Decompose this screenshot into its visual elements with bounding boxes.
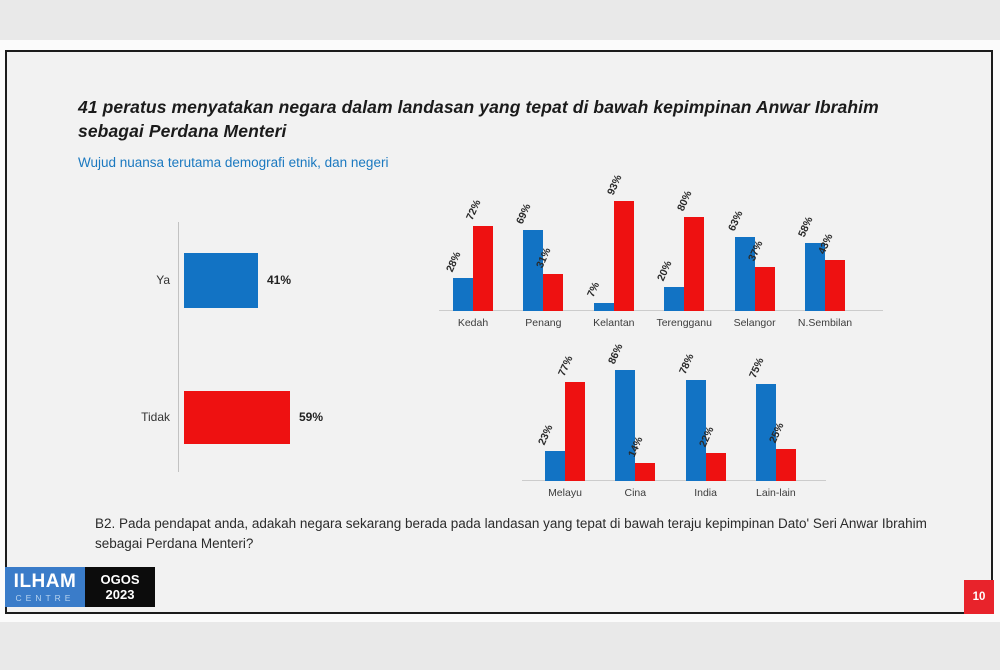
bar-value-label: 22% bbox=[696, 424, 717, 449]
bar-tidak-n-sembilan bbox=[825, 260, 845, 311]
bar-value-label: 77% bbox=[556, 353, 576, 378]
page-number-badge: 10 bbox=[964, 580, 994, 614]
bar-value-label: 25% bbox=[766, 420, 787, 445]
logo-month: OGOS bbox=[100, 572, 140, 587]
bar-value-label: 78% bbox=[676, 351, 697, 376]
logo-primary-text: ILHAM bbox=[13, 571, 77, 592]
bar-value-label: 23% bbox=[536, 422, 556, 447]
bar-tidak-kelantan bbox=[614, 201, 634, 311]
bar-value-label: 31% bbox=[534, 245, 554, 270]
bar-value-label: 14% bbox=[626, 434, 646, 459]
category-label: Kelantan bbox=[593, 317, 635, 329]
logo-blue-block bbox=[5, 567, 85, 607]
bar-tidak-melayu bbox=[565, 382, 585, 481]
bar-value-label: 37% bbox=[745, 238, 766, 263]
logo-date-block bbox=[85, 567, 155, 607]
category-label: Ya bbox=[156, 272, 170, 287]
y-axis-line bbox=[178, 222, 179, 472]
category-label: Cina bbox=[624, 487, 647, 499]
bar-value-label: 93% bbox=[604, 172, 625, 197]
bar-tidak-terengganu bbox=[684, 217, 704, 311]
bar-ya-kedah bbox=[453, 278, 473, 311]
bar-ya-terengganu bbox=[664, 287, 684, 311]
bar-ya-melayu bbox=[545, 451, 565, 481]
presentation-slide bbox=[5, 50, 993, 614]
survey-question-footnote: B2. Pada pendapat anda, adakah negara sekarang berada pada landasan yang tepat di bawah teraju kepimpinan Dato' Seri Anwar Ibrahim sebagai Perdana Menteri? bbox=[95, 516, 927, 551]
bar-tidak-selangor bbox=[755, 267, 775, 311]
slide-subtitle: Wujud nuansa terutama demografi etnik, dan negeri bbox=[78, 155, 389, 170]
bar-value-label: 58% bbox=[796, 214, 816, 239]
bar-tidak bbox=[184, 391, 290, 444]
bar-value-label: 69% bbox=[514, 201, 534, 226]
bar-value-label: 7% bbox=[584, 280, 602, 299]
bar-tidak-india bbox=[706, 453, 726, 481]
bar-value-label: 28% bbox=[444, 249, 464, 274]
category-label: Kedah bbox=[457, 317, 489, 329]
bar-value-label: 43% bbox=[816, 231, 836, 256]
category-label: N.Sembilan bbox=[797, 317, 853, 329]
bar-tidak-penang bbox=[543, 274, 563, 311]
bar-value-label: 63% bbox=[725, 208, 746, 233]
bar-value-label: 59% bbox=[299, 409, 324, 424]
category-label: India bbox=[694, 487, 717, 499]
category-label: Terengganu bbox=[656, 317, 712, 329]
logo-year: 2023 bbox=[105, 587, 135, 602]
bar-value-label: 86% bbox=[606, 341, 626, 366]
by-ethnicity-chart bbox=[528, 341, 820, 499]
bar-tidak-lain-lain bbox=[776, 449, 796, 481]
bar-value-label: 41% bbox=[267, 272, 292, 287]
bar-tidak-kedah bbox=[473, 226, 493, 311]
category-label: Lain-lain bbox=[756, 487, 796, 499]
bar-ya-cina bbox=[615, 370, 635, 481]
by-state-chart bbox=[444, 172, 877, 329]
bar-value-label: 75% bbox=[746, 355, 767, 380]
bar-ya bbox=[184, 253, 258, 308]
category-label: Penang bbox=[525, 317, 562, 329]
bar-value-label: 20% bbox=[655, 258, 675, 283]
bar-ya-penang bbox=[523, 230, 543, 311]
bar-ya-kelantan bbox=[594, 303, 614, 311]
ilham-centre-logo bbox=[5, 567, 155, 607]
overall-yes-no-chart bbox=[92, 200, 402, 500]
bar-tidak-cina bbox=[635, 463, 655, 481]
category-label: Selangor bbox=[733, 317, 776, 329]
category-label: Tidak bbox=[141, 409, 170, 424]
logo-secondary-text: CENTRE bbox=[15, 593, 75, 603]
bar-value-label: 80% bbox=[675, 188, 695, 213]
category-label: Melayu bbox=[548, 487, 582, 499]
bar-value-label: 72% bbox=[464, 197, 484, 222]
slide-title: 41 peratus menyatakan negara dalam landasan yang tepat di bawah kepimpinan Anwar Ibrahim sebagai Perdana Menteri bbox=[78, 97, 879, 141]
